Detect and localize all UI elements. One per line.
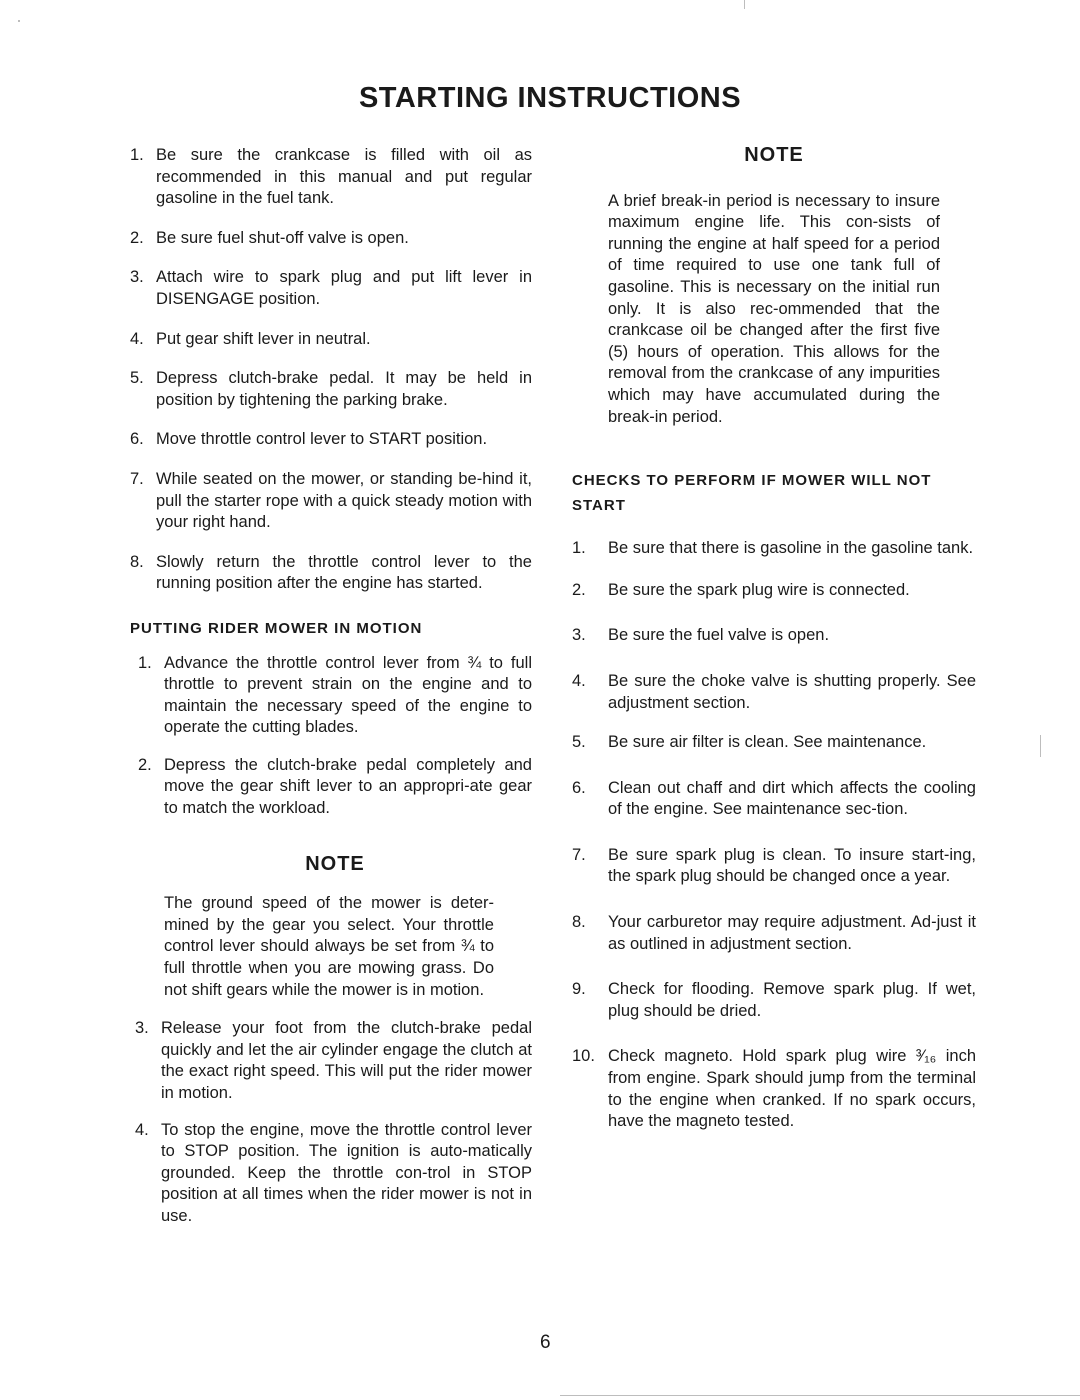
checks-section-heading: CHECKS TO PERFORM IF MOWER WILL NOT START	[572, 472, 932, 515]
list-item	[130, 469, 532, 534]
step-number: 1.	[138, 653, 152, 672]
step-number: 3.	[572, 626, 586, 645]
list-item	[130, 228, 532, 250]
step-number: 1.	[130, 146, 144, 164]
list-item	[138, 755, 532, 820]
list-item	[572, 538, 976, 560]
list-item	[138, 653, 532, 739]
step-text: Depress clutch-brake pedal. It may be held in position by tightening the parking brake.	[156, 369, 532, 409]
step-number: 4.	[130, 329, 144, 348]
step-number: 2.	[138, 755, 152, 774]
step-text: Be sure spark plug is clean. To insure start-ing, the spark plug should be changed once a year.	[608, 845, 976, 886]
step-text: Be sure the crankcase is filled with oil as recommended in this manual and put regular gasoline in the fuel tank.	[156, 146, 532, 208]
step-number: 6.	[130, 430, 144, 449]
motion-steps-list-continued	[130, 1018, 532, 1227]
break-in-note-text: A brief break-in period is necessary to insure maximum engine life. This con-sists of running the engine at half speed for a period of time required to use one tank full of gasoline. This is necessary on the initial run only. It is also rec-ommended that the crankcase oil be changed after the first five (5) hours of operation. This allows for the removal from the crankcase of any impurities which may have accumulated during the break-in period.	[608, 191, 940, 426]
step-text: Clean out chaff and dirt which affects the cooling of the engine. See maintenance sec-tion.	[608, 778, 976, 819]
list-item	[572, 912, 976, 955]
step-text: Be sure the spark plug wire is connected.	[608, 580, 910, 599]
list-item	[572, 1046, 976, 1132]
step-text: Be sure fuel shut-off valve is open.	[156, 228, 409, 247]
step-number: 4.	[135, 1120, 149, 1139]
list-item	[572, 732, 976, 754]
list-item	[130, 267, 532, 310]
motion-note-heading: NOTE	[305, 852, 365, 875]
left-column	[130, 145, 532, 1228]
list-item	[135, 1018, 532, 1104]
step-text: Advance the throttle control lever from ¾ to full throttle to prevent strain on the engine and to maintain the necessary speed of the engine to operate the cutting blades.	[164, 653, 532, 737]
list-item	[572, 979, 976, 1022]
step-text: Release your foot from the clutch-brake pedal quickly and let the air cylinder engage the clutch at the exact right speed. This will put the rider mower in motion.	[161, 1019, 532, 1102]
step-text: To stop the engine, move the throttle control lever to STOP position. The ignition is auto-matically grounded. Keep the throttle con-trol in STOP position at all times when the rider mower is not in use.	[161, 1120, 532, 1225]
scan-mark-left	[18, 20, 20, 22]
page-number: 6	[540, 1332, 551, 1353]
motion-steps-list	[130, 653, 532, 820]
right-column	[572, 145, 976, 1133]
step-number: 3.	[135, 1019, 149, 1038]
step-number: 6.	[572, 778, 586, 797]
step-text: Check for flooding. Remove spark plug. If wet, plug should be dried.	[608, 980, 976, 1020]
step-number: 2.	[572, 580, 586, 599]
scan-mark-bottom	[560, 1395, 1080, 1396]
step-number: 10.	[572, 1047, 595, 1066]
step-text: Be sure that there is gasoline in the gasoline tank.	[608, 539, 974, 558]
step-number: 4.	[572, 671, 586, 690]
step-text: Attach wire to spark plug and put lift lever in DISENGAGE position.	[156, 268, 532, 308]
list-item	[130, 145, 532, 210]
step-number: 1.	[572, 539, 586, 558]
list-item	[130, 429, 532, 451]
step-text: Depress the clutch-brake pedal completely and move the gear shift lever to an appropri-ate gear to match the workload.	[164, 755, 532, 818]
step-number: 5.	[572, 733, 586, 752]
step-text: Put gear shift lever in neutral.	[156, 329, 371, 348]
starting-steps-list	[130, 145, 532, 595]
step-number: 8.	[130, 552, 144, 571]
step-text: While seated on the mower, or standing be-hind it, pull the starter rope with a quick steady motion with your right hand.	[156, 469, 532, 532]
step-number: 7.	[130, 469, 144, 488]
step-number: 2.	[130, 228, 144, 247]
motion-note-text: The ground speed of the mower is deter-mined by the gear you select. Your throttle control lever should always be set from ¾ to full throttle when you are mowing grass. Do not shift gears while the mower is in motion.	[164, 894, 494, 999]
step-text: Be sure the fuel valve is open.	[608, 626, 830, 645]
list-item	[135, 1120, 532, 1228]
break-in-note-heading: NOTE	[744, 144, 804, 166]
list-item	[130, 368, 532, 411]
list-item	[572, 671, 976, 714]
motion-section-heading: PUTTING RIDER MOWER IN MOTION	[130, 619, 423, 637]
page-title: STARTING INSTRUCTIONS	[358, 82, 742, 114]
list-item	[572, 625, 976, 647]
scan-mark-top	[744, 0, 745, 9]
step-number: 3.	[130, 268, 144, 287]
list-item	[130, 552, 532, 595]
list-item	[130, 329, 532, 351]
step-number: 8.	[572, 913, 586, 932]
scan-mark-right	[1040, 735, 1041, 757]
step-number: 5.	[130, 369, 144, 388]
step-text: Your carburetor may require adjustment. Ad-just it as outlined in adjustment section.	[608, 913, 976, 953]
list-item	[572, 580, 976, 602]
step-text: Slowly return the throttle control lever to the running position after the engine has started.	[156, 552, 532, 593]
step-text: Be sure the choke valve is shutting properly. See adjustment section.	[608, 671, 976, 712]
step-text: Move throttle control lever to START position.	[156, 430, 488, 449]
step-number: 9.	[572, 980, 586, 999]
checks-steps-list	[572, 538, 976, 1133]
step-number: 7.	[572, 845, 586, 864]
list-item	[572, 845, 976, 888]
list-item	[572, 778, 976, 821]
step-text: Check magneto. Hold spark plug wire ³⁄₁₆ inch from engine. Spark should jump from the terminal to the engine when cranked. If no spark occurs, have the magneto tested.	[608, 1047, 976, 1131]
step-text: Be sure air filter is clean. See maintenance.	[608, 733, 927, 752]
